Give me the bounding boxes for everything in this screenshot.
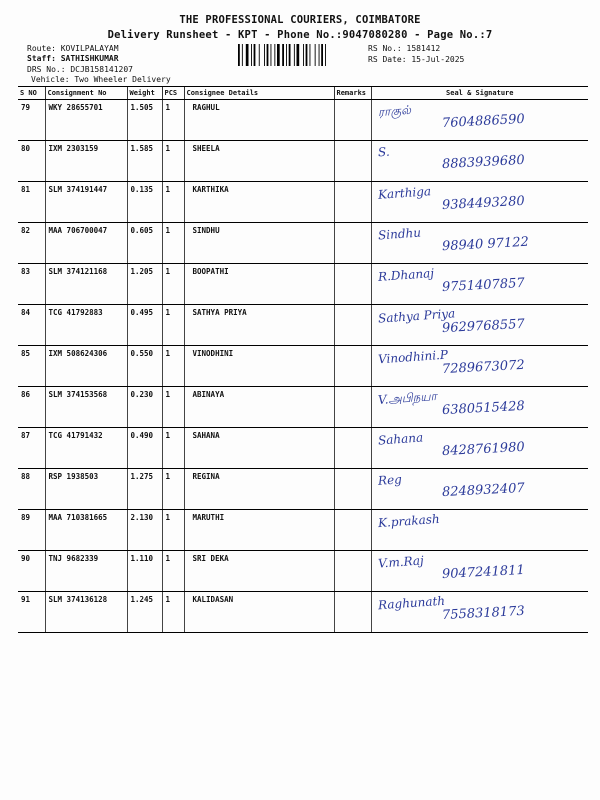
row-weight: 0.490: [127, 428, 162, 469]
handwritten-phone: 7558318173: [441, 603, 525, 624]
row-remarks: [334, 428, 371, 469]
row-sno: 90: [18, 551, 45, 592]
col-sno: S NO: [18, 87, 45, 100]
table-header-row: [18, 87, 588, 100]
row-consignee: SRI DEKA: [184, 551, 334, 592]
row-sno: 83: [18, 264, 45, 305]
table-row: [18, 551, 588, 592]
table-row: [18, 223, 588, 264]
row-remarks: [334, 100, 371, 141]
row-consignment: MAA 710381665: [45, 510, 127, 551]
vehicle-label: Vehicle: Two Wheeler Delivery: [31, 75, 171, 84]
row-consignment: IXM 508624306: [45, 346, 127, 387]
row-consignment: RSP 1938503: [45, 469, 127, 510]
table-row: [18, 387, 588, 428]
table-row: [18, 264, 588, 305]
row-weight: 1.585: [127, 141, 162, 182]
row-signature: [371, 469, 588, 510]
row-remarks: [334, 264, 371, 305]
row-sno: 82: [18, 223, 45, 264]
row-consignee: BOOPATHI: [184, 264, 334, 305]
col-remarks: Remarks: [334, 87, 371, 100]
row-signature: [371, 346, 588, 387]
table-row: [18, 469, 588, 510]
row-remarks: [334, 510, 371, 551]
row-signature: [371, 182, 588, 223]
row-sno: 88: [18, 469, 45, 510]
handwritten-phone: 8428761980: [441, 439, 525, 460]
row-consignment: TCG 41792883: [45, 305, 127, 346]
row-signature: [371, 264, 588, 305]
handwritten-phone: 9751407857: [441, 275, 525, 296]
row-consignment: SLM 374121168: [45, 264, 127, 305]
row-remarks: [334, 305, 371, 346]
row-sno: 80: [18, 141, 45, 182]
row-pcs: 1: [162, 551, 184, 592]
row-pcs: 1: [162, 428, 184, 469]
row-signature: [371, 551, 588, 592]
table-row: [18, 305, 588, 346]
runsheet-table: [18, 86, 588, 633]
row-sno: 84: [18, 305, 45, 346]
handwritten-signature: Sindhu: [377, 225, 421, 243]
handwritten-signature: V.m.Raj: [377, 553, 424, 571]
row-sno: 91: [18, 592, 45, 633]
row-sno: 81: [18, 182, 45, 223]
row-sno: 89: [18, 510, 45, 551]
row-weight: 2.130: [127, 510, 162, 551]
row-signature: [371, 387, 588, 428]
row-weight: 0.605: [127, 223, 162, 264]
handwritten-phone: 9384493280: [441, 193, 525, 214]
handwritten-signature: ராகுல்: [376, 102, 411, 120]
row-consignee: RAGHUL: [184, 100, 334, 141]
row-sno: 87: [18, 428, 45, 469]
row-sno: 85: [18, 346, 45, 387]
table-row: [18, 592, 588, 633]
table-row: [18, 182, 588, 223]
row-remarks: [334, 469, 371, 510]
handwritten-phone: 7289673072: [441, 357, 525, 378]
row-sno: 86: [18, 387, 45, 428]
col-consignee: Consignee Details: [184, 87, 334, 100]
row-remarks: [334, 223, 371, 264]
row-pcs: 1: [162, 469, 184, 510]
row-signature: [371, 223, 588, 264]
row-weight: 1.205: [127, 264, 162, 305]
table-row: [18, 100, 588, 141]
handwritten-phone: 6380515428: [441, 398, 525, 419]
handwritten-phone: 8248932407: [441, 480, 525, 501]
staff-label: Staff: SATHISHKUMAR: [27, 54, 119, 63]
row-weight: 1.275: [127, 469, 162, 510]
row-signature: [371, 428, 588, 469]
row-signature: [371, 141, 588, 182]
row-pcs: 1: [162, 305, 184, 346]
row-pcs: 1: [162, 182, 184, 223]
row-weight: 1.110: [127, 551, 162, 592]
row-consignment: IXM 2303159: [45, 141, 127, 182]
row-consignee: SATHYA PRIYA: [184, 305, 334, 346]
handwritten-signature: Sathya Priya: [377, 306, 456, 326]
handwritten-phone: 98940 97122: [441, 234, 529, 255]
row-consignment: WKY 28655701: [45, 100, 127, 141]
row-weight: 1.505: [127, 100, 162, 141]
handwritten-signature: Karthiga: [377, 184, 432, 202]
handwritten-signature: Reg: [377, 472, 402, 488]
row-consignee: VINODHINI: [184, 346, 334, 387]
row-signature: [371, 305, 588, 346]
row-consignee: REGINA: [184, 469, 334, 510]
row-consignment: SLM 374191447: [45, 182, 127, 223]
row-consignment: SLM 374153568: [45, 387, 127, 428]
handwritten-signature: S.: [377, 144, 390, 160]
row-signature: [371, 592, 588, 633]
row-pcs: 1: [162, 141, 184, 182]
col-consignment: Consignment No: [45, 87, 127, 100]
row-consignment: MAA 706700047: [45, 223, 127, 264]
barcode-icon: [238, 44, 358, 66]
table-row: [18, 428, 588, 469]
row-consignee: ABINAYA: [184, 387, 334, 428]
row-weight: 1.245: [127, 592, 162, 633]
rs-date: RS Date: 15-Jul-2025: [368, 55, 465, 64]
row-pcs: 1: [162, 592, 184, 633]
rs-number: RS No.: 1581412: [368, 44, 441, 53]
row-signature: [371, 100, 588, 141]
row-weight: 0.495: [127, 305, 162, 346]
row-remarks: [334, 551, 371, 592]
handwritten-signature: R.Dhanaj: [377, 266, 434, 284]
row-pcs: 1: [162, 346, 184, 387]
row-consignment: TNJ 9682339: [45, 551, 127, 592]
row-consignee: KARTHIKA: [184, 182, 334, 223]
row-pcs: 1: [162, 387, 184, 428]
row-signature: [371, 510, 588, 551]
row-consignee: SAHANA: [184, 428, 334, 469]
handwritten-signature: K.prakash: [377, 511, 440, 531]
row-pcs: 1: [162, 510, 184, 551]
row-sno: 79: [18, 100, 45, 141]
table-row: [18, 510, 588, 551]
handwritten-signature: Raghunath: [377, 593, 445, 613]
row-consignee: MARUTHI: [184, 510, 334, 551]
handwritten-phone: 8883939680: [441, 152, 525, 173]
row-remarks: [334, 182, 371, 223]
row-consignment: SLM 374136128: [45, 592, 127, 633]
handwritten-signature: Sahana: [377, 430, 424, 448]
handwritten-phone: 7604886590: [441, 111, 525, 132]
runsheet-subtitle: Delivery Runsheet - KPT - Phone No.:9047080280 - Page No.:7: [107, 29, 493, 41]
row-consignee: SHEELA: [184, 141, 334, 182]
col-signature: Seal & Signature: [371, 87, 588, 100]
row-weight: 0.550: [127, 346, 162, 387]
row-consignee: SINDHU: [184, 223, 334, 264]
handwritten-phone: 9629768557: [441, 316, 525, 337]
row-weight: 0.230: [127, 387, 162, 428]
row-remarks: [334, 592, 371, 633]
handwritten-signature: Vinodhini.P: [377, 347, 448, 367]
route-label: Route: KOVILPALAYAM: [27, 44, 119, 53]
table-row: [18, 141, 588, 182]
row-weight: 0.135: [127, 182, 162, 223]
row-pcs: 1: [162, 264, 184, 305]
company-title: THE PROFESSIONAL COURIERS, COIMBATORE: [179, 14, 421, 26]
col-pcs: PCS: [162, 87, 184, 100]
row-pcs: 1: [162, 223, 184, 264]
table-row: [18, 346, 588, 387]
handwritten-phone: 9047241811: [441, 562, 525, 583]
drs-label: DRS No.: DCJB158141207: [27, 65, 133, 74]
row-remarks: [334, 346, 371, 387]
handwritten-signature: V.அபிநயா: [377, 388, 437, 408]
row-remarks: [334, 387, 371, 428]
row-consignment: TCG 41791432: [45, 428, 127, 469]
col-weight: Weight: [127, 87, 162, 100]
row-consignee: KALIDASAN: [184, 592, 334, 633]
row-pcs: 1: [162, 100, 184, 141]
row-remarks: [334, 141, 371, 182]
